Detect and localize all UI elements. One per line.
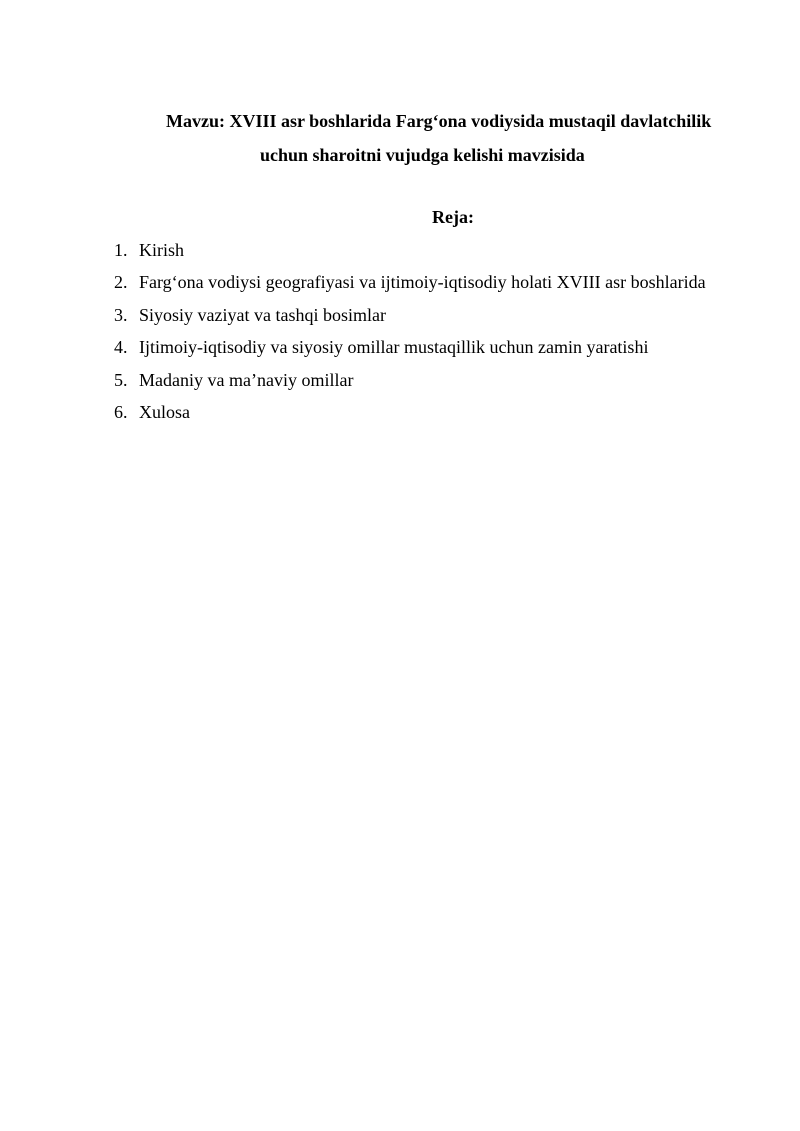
plan-item: [114, 397, 706, 429]
plan-item-number: 6.: [114, 401, 128, 422]
plan-item-number: 1.: [114, 240, 128, 260]
plan-item: [114, 235, 706, 267]
plan-item: [114, 332, 706, 364]
document-title: [114, 104, 784, 172]
plan-item: [114, 365, 706, 397]
plan-item-text: Siyosiy vaziyat va tashqi bosimlar: [139, 304, 386, 325]
plan-list: [114, 235, 706, 429]
plan-item-number: 4.: [114, 337, 128, 358]
plan-item-number: 3.: [114, 304, 128, 325]
plan-item: [114, 267, 706, 299]
plan-item-text: Madaniy va ma’naviy omillar: [139, 369, 354, 390]
plan-item-text: Kirish: [139, 240, 184, 260]
plan-heading: Reja:: [432, 207, 474, 227]
plan-item-text: Farg‘ona vodiysi geografiyasi va ijtimoiy-iqtisodiy holati XVIII asr boshlarida: [139, 272, 706, 293]
plan-item-number: 5.: [114, 369, 128, 390]
plan-item: [114, 300, 706, 332]
title-line-2: uchun sharoitni vujudga kelishi mavzisida: [260, 145, 585, 165]
plan-item-text: Xulosa: [139, 401, 190, 422]
plan-item-number: 2.: [114, 272, 128, 293]
title-line-1: Mavzu: XVIII asr boshlarida Farg‘ona vodiysida mustaqil davlatchilik: [166, 111, 712, 131]
plan-item-text: Ijtimoiy-iqtisodiy va siyosiy omillar mustaqillik uchun zamin yaratishi: [139, 337, 649, 358]
